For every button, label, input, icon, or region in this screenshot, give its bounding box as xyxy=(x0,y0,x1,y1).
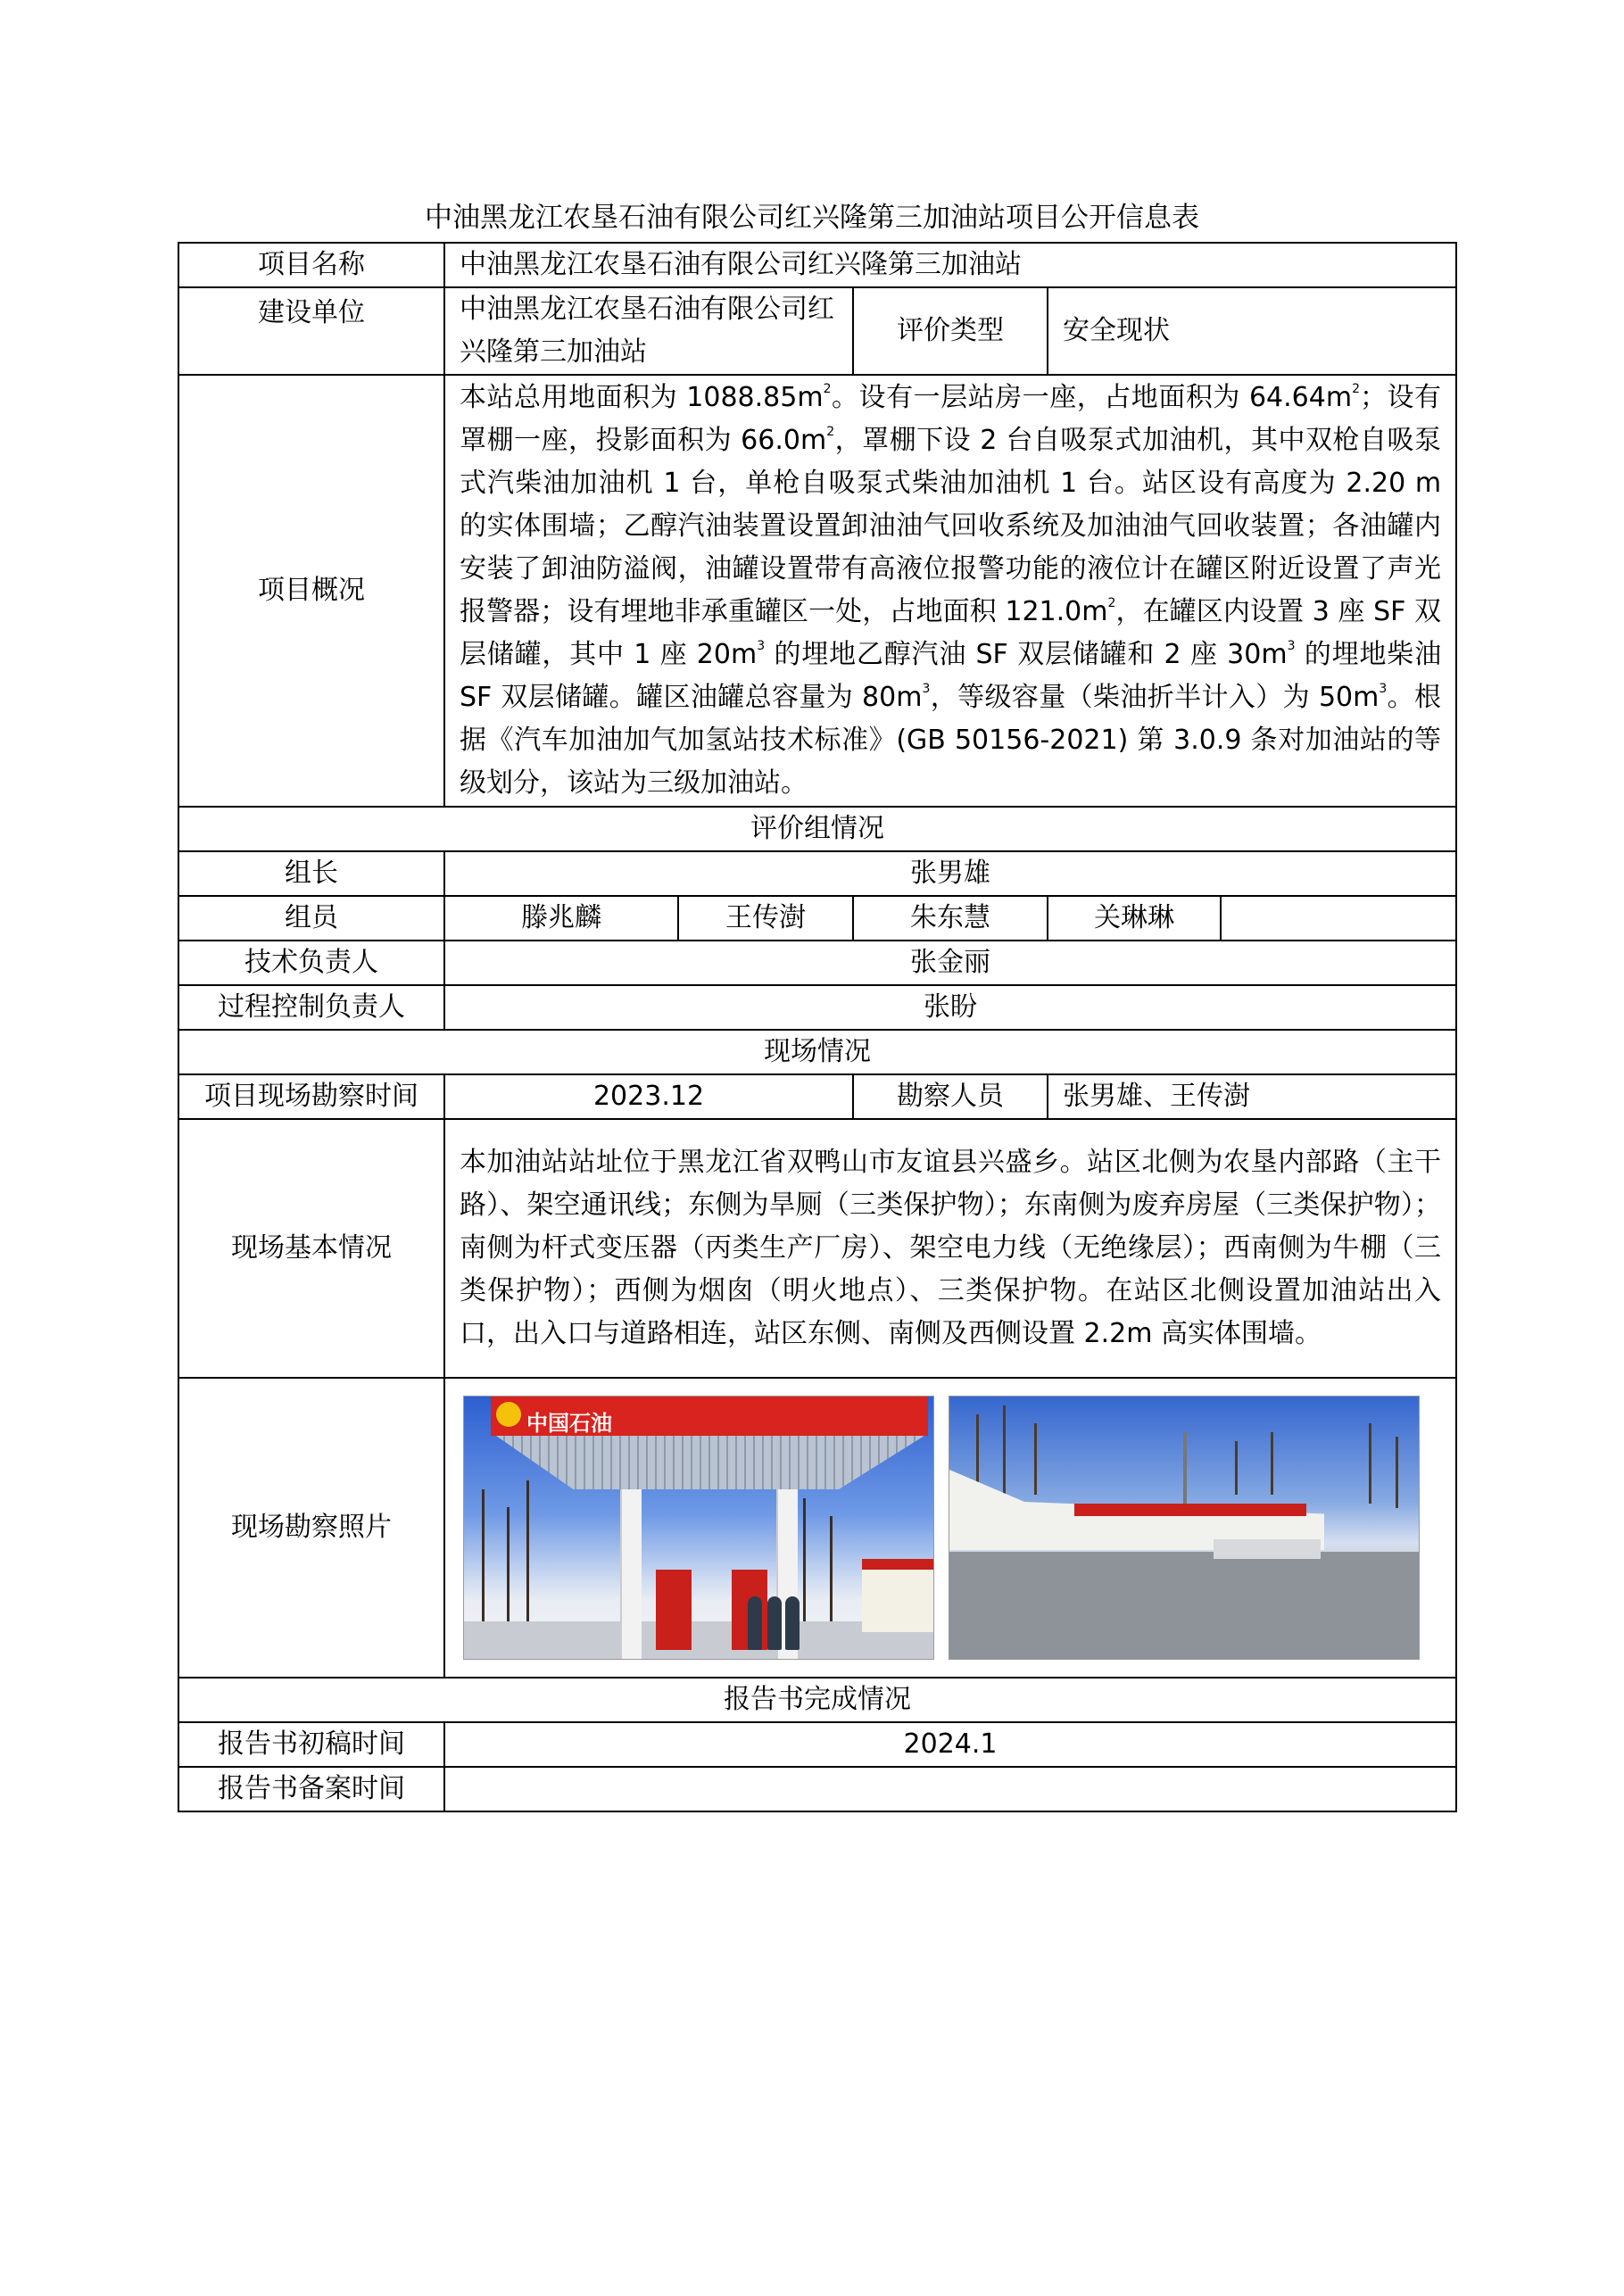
draft-time-label: 报告书初稿时间 xyxy=(178,1722,444,1767)
petrochina-logo-icon xyxy=(496,1402,521,1427)
member-1: 滕兆麟 xyxy=(444,896,678,941)
site-basic-text: 本加油站站址位于黑龙江省双鸭山市友谊县兴盛乡。站区北侧为农垦内部路（主干路）、架空通讯线；东侧为旱厕（三类保护物）；东南侧为废弃房屋（三类保护物）；南侧为杆式变压器（丙类生产厂房）、架空电力线（无绝缘层）；西南侧为牛棚（三类保护物）；西侧为烟囱（明火地点）、三类保护物。在站区北侧设置加油站出入口，出入口与道路相连，站区东侧、南侧及西侧设置 2.2m 高实体围墙。 xyxy=(444,1119,1456,1378)
surveyors-value: 张男雄、王传澍 xyxy=(1048,1074,1456,1119)
member-3: 朱东慧 xyxy=(853,896,1048,941)
member-4: 关琳琳 xyxy=(1048,896,1221,941)
report-header: 报告书完成情况 xyxy=(178,1678,1456,1722)
info-table xyxy=(178,242,1457,1812)
site-photos-label: 现场勘察照片 xyxy=(178,1378,444,1678)
station-canopy-photo xyxy=(463,1396,934,1660)
survey-time-value: 2023.12 xyxy=(444,1074,853,1119)
tech-lead-label: 技术负责人 xyxy=(178,941,444,985)
draft-time-value: 2024.1 xyxy=(444,1722,1456,1767)
leader-label: 组长 xyxy=(178,851,444,896)
members-label: 组员 xyxy=(178,896,444,941)
site-basic-label: 现场基本情况 xyxy=(178,1119,444,1378)
site-header: 现场情况 xyxy=(178,1030,1456,1074)
overview-label: 项目概况 xyxy=(178,375,444,807)
construction-unit-value: 中油黑龙江农垦石油有限公司红兴隆第三加油站 xyxy=(444,287,853,375)
eval-type-value: 安全现状 xyxy=(1048,287,1456,375)
process-lead-label: 过程控制负责人 xyxy=(178,985,444,1030)
construction-unit-label: 建设单位 xyxy=(178,287,444,375)
member-5 xyxy=(1221,896,1456,941)
tech-lead-value: 张金丽 xyxy=(444,941,1456,985)
project-name-label: 项目名称 xyxy=(178,243,444,287)
station-yard-photo xyxy=(949,1396,1420,1660)
document-title: 中油黑龙江农垦石油有限公司红兴隆第三加油站项目公开信息表 xyxy=(425,202,1199,234)
process-lead-value: 张盼 xyxy=(444,985,1456,1030)
leader-value: 张男雄 xyxy=(444,851,1456,896)
eval-group-header: 评价组情况 xyxy=(178,807,1456,851)
eval-type-label: 评价类型 xyxy=(853,287,1048,375)
filing-time-value xyxy=(444,1767,1456,1811)
filing-time-label: 报告书备案时间 xyxy=(178,1767,444,1811)
project-name-value: 中油黑龙江农垦石油有限公司红兴隆第三加油站 xyxy=(444,243,1456,287)
surveyors-label: 勘察人员 xyxy=(853,1074,1048,1119)
station-brand-sign: 中国石油 xyxy=(526,1411,612,1436)
survey-time-label: 项目现场勘察时间 xyxy=(178,1074,444,1119)
overview-text: 本站总用地面积为 $1088.85m^2$。设有一层站房一座，占地面积为 $64.64m^2$；设有罩棚一座，投影面积为 $66.0m^2$，罩棚下设 2 台自吸泵式加油机，其中双枪自吸泵式汽柴油加油机 1 台，单枪自吸泵式柴油加油机 1 台。站区设有高度为 2.20 m 的实体围墙；乙醇汽油装置设置卸油油气回收系统及加油油气回收装置；各油罐内安装了卸油防溢阀，油罐设置带有高液位报警功能的液位计在罐区附近设置了声光报警器；设有埋地非承重罐区一处，占地面积 $121.0m^2$，在罐区内设置 3 座 SF 双层储罐，其中 1 座 $20m^3$ 的埋地乙醇汽油 SF 双层储罐和 2 座 $30m^3$ 的埋地柴油 SF 双层储罐。罐区油罐总容量为 $80m^3$，等级容量（柴油折半计入）为 $50m^3$。根据《汽车加油加气加氢站技术标准》(GB 50156-2021) 第 3.0.9 条对加油站的等级划分，该站为三级加油站。 xyxy=(444,375,1456,807)
member-2: 王传澍 xyxy=(678,896,853,941)
site-photos-cell xyxy=(444,1378,1456,1678)
